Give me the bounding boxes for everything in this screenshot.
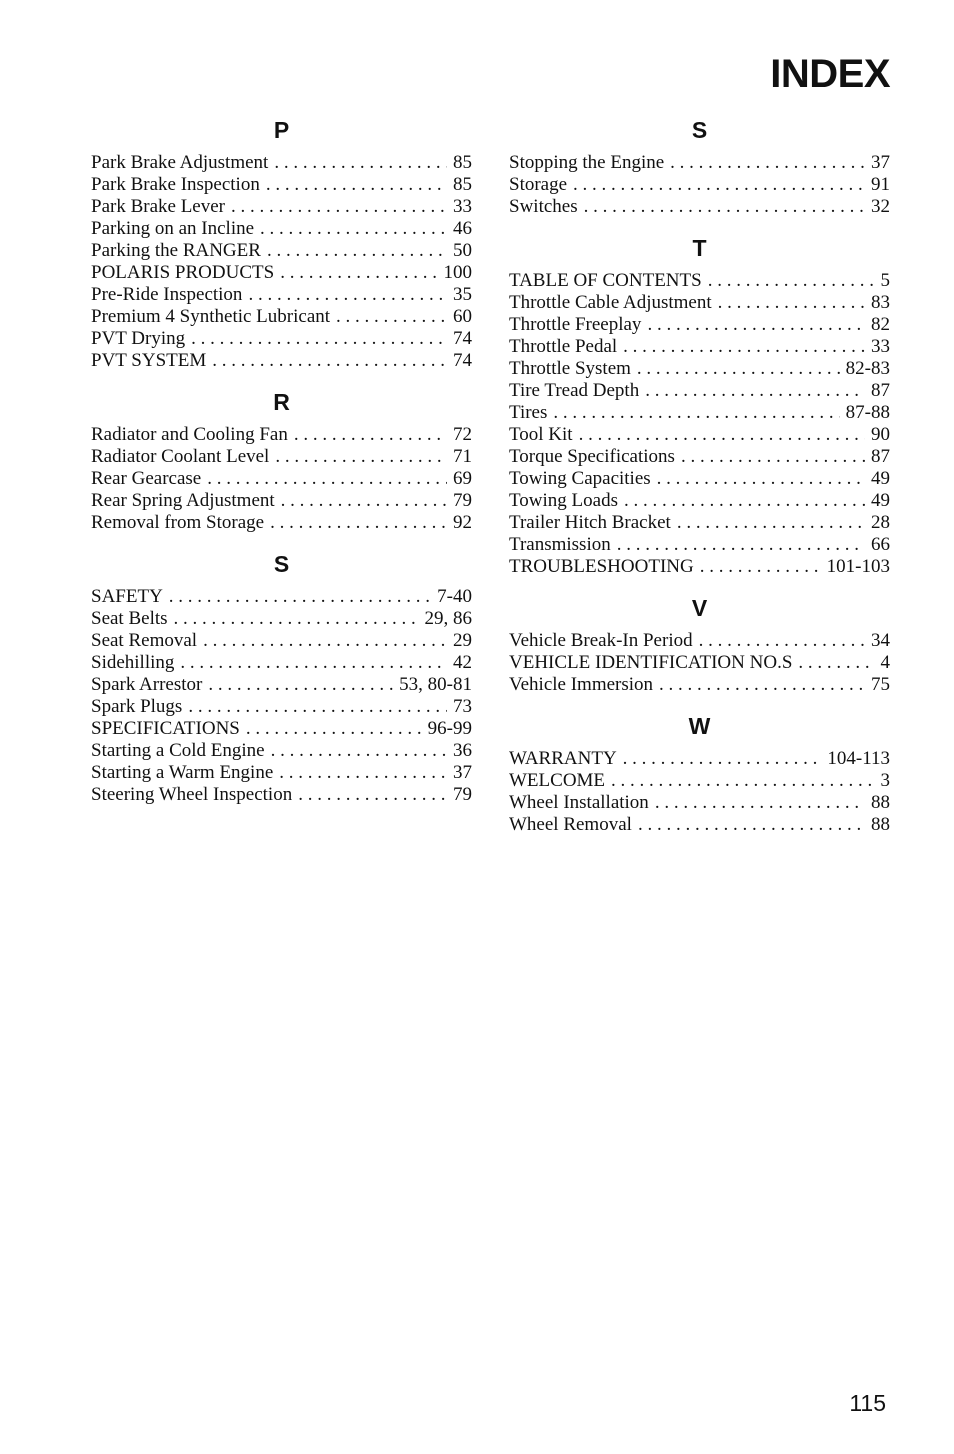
dot-leader xyxy=(700,556,821,578)
dot-leader xyxy=(298,784,447,806)
dot-leader xyxy=(553,402,839,424)
entry-page-ref: 42 xyxy=(453,652,472,673)
entry-page-ref: 37 xyxy=(453,762,472,783)
entry-term: TROUBLESHOOTING xyxy=(509,556,694,577)
index-entry xyxy=(509,358,890,380)
entry-term: Pre-Ride Inspection xyxy=(91,284,243,305)
index-entry xyxy=(91,218,472,240)
entry-page-ref: 73 xyxy=(453,696,472,717)
entry-page-ref: 35 xyxy=(453,284,472,305)
entry-page-ref: 79 xyxy=(453,490,472,511)
dot-leader xyxy=(647,314,865,336)
index-section xyxy=(509,712,890,836)
dot-leader xyxy=(677,512,865,534)
index-entry xyxy=(509,534,890,556)
entry-term: Park Brake Inspection xyxy=(91,174,260,195)
dot-leader xyxy=(681,446,865,468)
entry-term: Vehicle Break-In Period xyxy=(509,630,693,651)
index-entry xyxy=(509,770,890,792)
dot-leader xyxy=(798,652,874,674)
entry-term: Throttle System xyxy=(509,358,631,379)
entry-term: Towing Loads xyxy=(509,490,618,511)
entry-term: Seat Belts xyxy=(91,608,168,629)
entry-page-ref: 46 xyxy=(453,218,472,239)
dot-leader xyxy=(207,468,447,490)
entry-page-ref: 71 xyxy=(453,446,472,467)
index-entry xyxy=(91,740,472,762)
entry-term: Starting a Warm Engine xyxy=(91,762,274,783)
entry-page-ref: 37 xyxy=(871,152,890,173)
index-entry xyxy=(91,490,472,512)
entry-page-ref: 66 xyxy=(871,534,890,555)
index-entry xyxy=(91,586,472,608)
dot-leader xyxy=(208,674,393,696)
entry-term: Torque Specifications xyxy=(509,446,675,467)
entry-page-ref: 33 xyxy=(453,196,472,217)
entry-term: Throttle Freeplay xyxy=(509,314,642,335)
index-entry xyxy=(91,284,472,306)
index-entry xyxy=(509,402,890,424)
index-entry xyxy=(91,784,472,806)
entry-page-ref: 29, 86 xyxy=(424,608,472,629)
dot-leader xyxy=(266,174,447,196)
index-entry xyxy=(509,270,890,292)
index-entry xyxy=(509,336,890,358)
index-entry xyxy=(91,174,472,196)
index-entry xyxy=(509,314,890,336)
index-entry xyxy=(509,630,890,652)
section-letter: R xyxy=(273,389,290,415)
index-entry xyxy=(509,196,890,218)
entry-term: Wheel Installation xyxy=(509,792,649,813)
index-column-right xyxy=(509,116,890,852)
entry-term: Spark Plugs xyxy=(91,696,183,717)
index-entry xyxy=(509,424,890,446)
dot-leader xyxy=(718,292,865,314)
entry-page-ref: 49 xyxy=(871,468,890,489)
entry-page-ref: 53, 80-81 xyxy=(399,674,472,695)
entry-page-ref: 88 xyxy=(871,792,890,813)
dot-leader xyxy=(699,630,865,652)
index-entry xyxy=(91,674,472,696)
entry-term: Towing Capacities xyxy=(509,468,651,489)
entry-page-ref: 91 xyxy=(871,174,890,195)
index-entry xyxy=(509,674,890,696)
entry-page-ref: 5 xyxy=(880,270,890,291)
index-entry xyxy=(91,630,472,652)
index-entry xyxy=(509,652,890,674)
entry-page-ref: 92 xyxy=(453,512,472,533)
index-entry xyxy=(91,152,472,174)
section-letter: V xyxy=(691,595,708,621)
entry-term: VEHICLE IDENTIFICATION NO.S xyxy=(509,652,793,673)
dot-leader xyxy=(638,814,865,836)
entry-term: Tool Kit xyxy=(509,424,573,445)
dot-leader xyxy=(260,218,447,240)
entry-term: Tire Tread Depth xyxy=(509,380,640,401)
entry-page-ref: 50 xyxy=(453,240,472,261)
entry-page-ref: 36 xyxy=(453,740,472,761)
entry-term: PVT SYSTEM xyxy=(91,350,207,371)
index-section xyxy=(91,550,472,806)
dot-leader xyxy=(271,740,447,762)
dot-leader xyxy=(174,608,419,630)
entry-page-ref: 82-83 xyxy=(845,358,890,379)
entry-page-ref: 79 xyxy=(453,784,472,805)
index-section xyxy=(509,594,890,696)
entry-page-ref: 29 xyxy=(453,630,472,651)
entry-term: Throttle Pedal xyxy=(509,336,618,357)
entry-term: WELCOME xyxy=(509,770,606,791)
dot-leader xyxy=(623,748,822,770)
entry-term: Wheel Removal xyxy=(509,814,632,835)
entry-term: SPECIFICATIONS xyxy=(91,718,240,739)
dot-leader xyxy=(279,762,447,784)
dot-leader xyxy=(203,630,447,652)
index-entry xyxy=(509,556,890,578)
index-entry xyxy=(509,468,890,490)
entry-term: Sidehilling xyxy=(91,652,175,673)
entry-page-ref: 82 xyxy=(871,314,890,335)
dot-leader xyxy=(281,490,447,512)
entry-page-ref: 34 xyxy=(871,630,890,651)
entry-page-ref: 87 xyxy=(871,446,890,467)
index-entry xyxy=(91,328,472,350)
entry-page-ref: 74 xyxy=(453,328,472,349)
entry-page-ref: 60 xyxy=(453,306,472,327)
entry-term: Parking on an Incline xyxy=(91,218,255,239)
dot-leader xyxy=(617,534,865,556)
entry-term: Rear Spring Adjustment xyxy=(91,490,275,511)
dot-leader xyxy=(267,240,447,262)
index-section xyxy=(509,116,890,218)
entry-page-ref: 72 xyxy=(453,424,472,445)
dot-leader xyxy=(659,674,865,696)
dot-leader xyxy=(275,446,447,468)
index-entry xyxy=(509,512,890,534)
entry-term: Steering Wheel Inspection xyxy=(91,784,293,805)
index-entry xyxy=(509,292,890,314)
index-entry xyxy=(509,380,890,402)
entry-term: Seat Removal xyxy=(91,630,198,651)
entry-page-ref: 32 xyxy=(871,196,890,217)
dot-leader xyxy=(191,328,447,350)
entry-page-ref: 85 xyxy=(453,174,472,195)
entry-page-ref: 87-88 xyxy=(845,402,890,423)
section-letter: T xyxy=(692,235,707,261)
entry-page-ref: 69 xyxy=(453,468,472,489)
index-entry xyxy=(91,608,472,630)
entry-term: Radiator and Cooling Fan xyxy=(91,424,288,445)
section-letter: W xyxy=(688,713,711,739)
entry-term: Switches xyxy=(509,196,578,217)
entry-term: Trailer Hitch Bracket xyxy=(509,512,671,533)
index-entry xyxy=(509,814,890,836)
entry-term: Stopping the Engine xyxy=(509,152,665,173)
index-entry xyxy=(91,696,472,718)
entry-page-ref: 28 xyxy=(871,512,890,533)
entry-term: WARRANTY xyxy=(509,748,617,769)
index-entry xyxy=(509,174,890,196)
index-entry xyxy=(509,152,890,174)
entry-page-ref: 4 xyxy=(880,652,890,673)
entry-page-ref: 88 xyxy=(871,814,890,835)
dot-leader xyxy=(274,152,447,174)
index-section xyxy=(91,388,472,534)
index-entry xyxy=(91,762,472,784)
index-entry xyxy=(91,652,472,674)
index-entry xyxy=(509,446,890,468)
entry-page-ref: 90 xyxy=(871,424,890,445)
dot-leader xyxy=(584,196,865,218)
entry-page-ref: 83 xyxy=(871,292,890,313)
index-section xyxy=(91,116,472,372)
dot-leader xyxy=(623,336,865,358)
entry-page-ref: 49 xyxy=(871,490,890,511)
section-letter: P xyxy=(273,117,290,143)
dot-leader xyxy=(336,306,447,328)
index-entry xyxy=(91,306,472,328)
entry-term: TABLE OF CONTENTS xyxy=(509,270,702,291)
dot-leader xyxy=(573,174,865,196)
dot-leader xyxy=(294,424,447,446)
index-entry xyxy=(91,468,472,490)
dot-leader xyxy=(212,350,447,372)
index-entry xyxy=(509,490,890,512)
entry-term: Transmission xyxy=(509,534,611,555)
entry-page-ref: 85 xyxy=(453,152,472,173)
entry-term: POLARIS PRODUCTS xyxy=(91,262,275,283)
index-column-left xyxy=(91,116,472,822)
entry-page-ref: 3 xyxy=(880,770,890,791)
index-entry xyxy=(509,792,890,814)
dot-leader xyxy=(624,490,865,512)
dot-leader xyxy=(670,152,865,174)
entry-term: Removal from Storage xyxy=(91,512,265,533)
dot-leader xyxy=(637,358,840,380)
index-entry xyxy=(91,262,472,284)
entry-page-ref: 96-99 xyxy=(427,718,472,739)
entry-term: Rear Gearcase xyxy=(91,468,202,489)
dot-leader xyxy=(645,380,865,402)
dot-leader xyxy=(246,718,422,740)
section-letter: S xyxy=(273,551,290,577)
entry-page-ref: 101-103 xyxy=(826,556,890,577)
dot-leader xyxy=(270,512,447,534)
index-entry xyxy=(91,718,472,740)
entry-term: Parking the RANGER xyxy=(91,240,261,261)
entry-term: Park Brake Adjustment xyxy=(91,152,269,173)
entry-term: Throttle Cable Adjustment xyxy=(509,292,712,313)
dot-leader xyxy=(180,652,447,674)
entry-term: Vehicle Immersion xyxy=(509,674,654,695)
entry-term: Radiator Coolant Level xyxy=(91,446,270,467)
dot-leader xyxy=(169,586,431,608)
entry-term: Park Brake Lever xyxy=(91,196,225,217)
entry-page-ref: 74 xyxy=(453,350,472,371)
dot-leader xyxy=(280,262,437,284)
dot-leader xyxy=(657,468,865,490)
dot-leader xyxy=(248,284,447,306)
dot-leader xyxy=(231,196,447,218)
index-entry xyxy=(91,350,472,372)
entry-term: Tires xyxy=(509,402,548,423)
entry-term: SAFETY xyxy=(91,586,163,607)
entry-page-ref: 75 xyxy=(871,674,890,695)
index-section xyxy=(509,234,890,578)
index-entry xyxy=(91,240,472,262)
section-letter: S xyxy=(691,117,708,143)
entry-page-ref: 7-40 xyxy=(437,586,472,607)
dot-leader xyxy=(708,270,875,292)
entry-term: PVT Drying xyxy=(91,328,186,349)
entry-term: Premium 4 Synthetic Lubricant xyxy=(91,306,331,327)
dot-leader xyxy=(655,792,865,814)
entry-term: Spark Arrestor xyxy=(91,674,203,695)
index-entry xyxy=(91,512,472,534)
index-entry xyxy=(91,446,472,468)
page-title: INDEX xyxy=(770,52,890,96)
index-entry xyxy=(509,748,890,770)
entry-term: Storage xyxy=(509,174,568,195)
dot-leader xyxy=(611,770,874,792)
entry-page-ref: 100 xyxy=(443,262,472,283)
dot-leader xyxy=(579,424,865,446)
entry-page-ref: 104-113 xyxy=(827,748,890,769)
entry-page-ref: 87 xyxy=(871,380,890,401)
index-entry xyxy=(91,196,472,218)
entry-term: Starting a Cold Engine xyxy=(91,740,265,761)
entry-page-ref: 33 xyxy=(871,336,890,357)
index-entry xyxy=(91,424,472,446)
page-number: 115 xyxy=(849,1390,886,1416)
dot-leader xyxy=(188,696,447,718)
